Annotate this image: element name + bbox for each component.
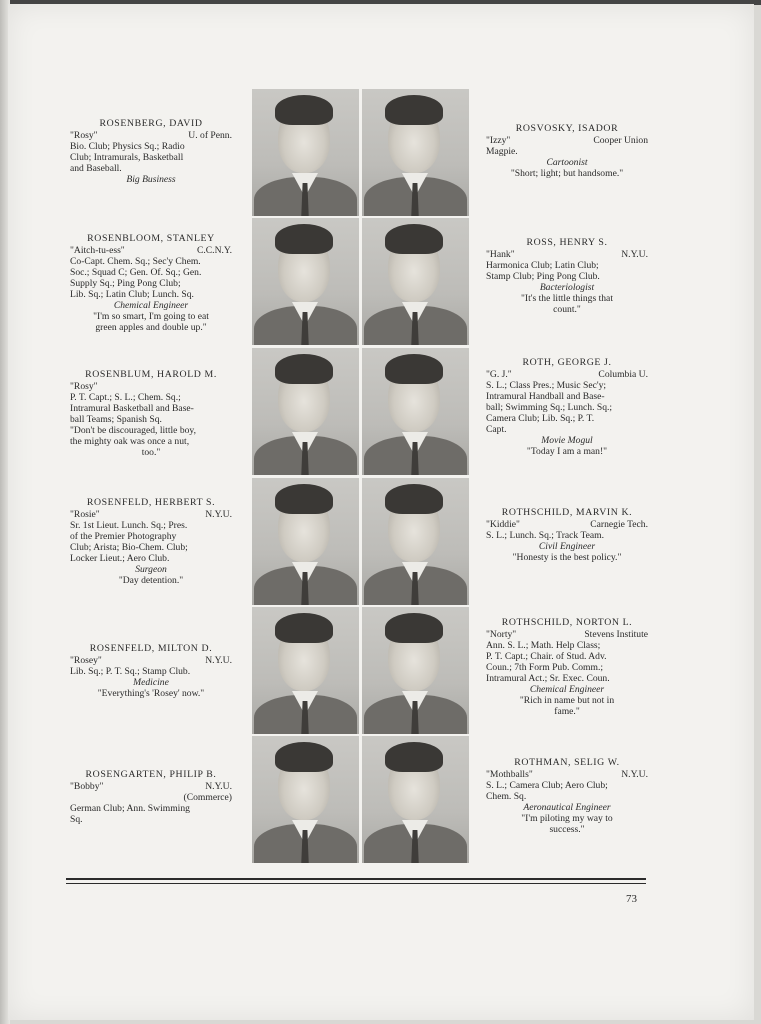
student-quote: "Short; light; but handsome.": [510, 168, 624, 179]
student-activities: Intramural Handball and Base-: [486, 391, 605, 402]
student-activities: Club; Arista; Bio-Chem. Club;: [70, 542, 188, 553]
student-entry: [70, 233, 232, 333]
student-quote: "It's the little things that: [521, 293, 613, 304]
student-entry: [70, 643, 232, 699]
student-quote: "Rich in name but not in: [519, 695, 615, 706]
student-nickname: "Kiddie": [486, 519, 520, 530]
student-activities: Locker Lieut.; Aero Club.: [70, 553, 170, 564]
portrait-hair: [275, 224, 333, 254]
portrait-hair: [385, 613, 443, 643]
student-activities: Lib. Sq.; P. T. Sq.; Stamp Club.: [70, 666, 191, 677]
student-activities: Coun.; 7th Form Pub. Comm.;: [486, 662, 604, 673]
student-college: Columbia U.: [598, 369, 648, 380]
student-college: N.Y.U.: [205, 655, 232, 666]
student-activities: Magpie.: [486, 146, 518, 157]
student-quote: "I'm piloting my way to: [521, 813, 613, 824]
student-activities: Harmonica Club; Latin Club;: [486, 260, 599, 271]
nickname-school-row: [70, 655, 232, 666]
portrait-hair: [275, 613, 333, 643]
student-entry: [70, 769, 232, 825]
student-name: ROSVOSKY, ISADOR: [515, 123, 619, 134]
student-activities: Co-Capt. Chem. Sq.; Sec'y Chem.: [70, 256, 201, 267]
student-nickname: "Aitch-tu-ess": [70, 245, 125, 256]
student-activities: Capt.: [486, 424, 507, 435]
student-career: Movie Mogul: [541, 435, 593, 446]
student-portrait: [252, 89, 359, 216]
student-career: Chemical Engineer: [529, 684, 605, 695]
portrait-hair: [275, 95, 333, 125]
student-activities: Supply Sq.; Ping Pong Club;: [70, 278, 181, 289]
student-career: Medicine: [133, 677, 169, 688]
student-nickname: "Mothballs": [486, 769, 533, 780]
student-portrait: [252, 218, 359, 345]
student-college: N.Y.U.: [621, 249, 648, 260]
student-activities: of the Premier Photography: [70, 531, 177, 542]
student-name: ROSENBLUM, HAROLD M.: [85, 369, 217, 380]
student-college: N.Y.U.: [205, 509, 232, 520]
student-nickname: "Rosie": [70, 509, 100, 520]
student-career: Surgeon: [135, 564, 167, 575]
student-entry: [70, 118, 232, 185]
student-activities: Chem. Sq.: [486, 791, 527, 802]
student-career: Aeronautical Engineer: [523, 802, 611, 813]
student-activities: Intramural Basketball and Base-: [70, 403, 194, 414]
student-entry: [486, 507, 648, 563]
student-quote: "Everything's 'Rosey' now.": [97, 688, 205, 699]
student-college: U. of Penn.: [188, 130, 232, 141]
student-career: Cartoonist: [546, 157, 588, 168]
student-portrait: [362, 607, 469, 734]
student-activities: ball Teams; Spanish Sq.: [70, 414, 162, 425]
student-name: ROTH, GEORGE J.: [522, 357, 612, 368]
student-portrait: [362, 89, 469, 216]
student-entry: [70, 369, 232, 458]
student-college: C.C.N.Y.: [196, 245, 232, 256]
portrait-hair: [385, 354, 443, 384]
student-portrait: [252, 348, 359, 475]
student-quote: green apples and double up.": [95, 322, 207, 333]
portrait-hair: [275, 742, 333, 772]
student-entry: [486, 123, 648, 179]
nickname-school-row: [70, 130, 232, 141]
student-college: N.Y.U.: [621, 769, 648, 780]
student-activities: Sq.: [70, 814, 83, 825]
student-nickname: "Izzy": [486, 135, 511, 146]
nickname-school-row: [486, 135, 648, 146]
portrait-hair: [385, 95, 443, 125]
student-entry: [486, 237, 648, 315]
student-portrait: [252, 478, 359, 605]
student-activities: Camera Club; Lib. Sq.; P. T.: [486, 413, 595, 424]
student-activities: the mighty oak was once a nut,: [70, 436, 190, 447]
student-activities: and Baseball.: [70, 163, 122, 174]
student-college: N.Y.U.: [205, 781, 232, 792]
student-nickname: "Rosy": [70, 130, 98, 141]
student-college: Carnegie Tech.: [590, 519, 648, 530]
student-quote: too.": [141, 447, 161, 458]
student-career: Civil Engineer: [538, 541, 596, 552]
portrait-hair: [275, 354, 333, 384]
student-portrait: [362, 348, 469, 475]
bottom-rule-thick: [66, 878, 646, 880]
student-portrait: [252, 607, 359, 734]
student-activities: German Club; Ann. Swimming: [70, 803, 190, 814]
nickname-school-row: [486, 629, 648, 640]
student-name: ROSENGARTEN, PHILIP B.: [85, 769, 217, 780]
student-activities: Sr. 1st Lieut. Lunch. Sq.; Pres.: [70, 520, 188, 531]
student-entry: [486, 617, 648, 717]
portrait-hair: [385, 742, 443, 772]
portrait-hair: [385, 224, 443, 254]
student-name: ROTHSCHILD, NORTON L.: [501, 617, 633, 628]
student-career: Big Business: [126, 174, 176, 185]
student-activities: S. L.; Class Pres.; Music Sec'y;: [486, 380, 607, 391]
student-activities: Lib. Sq.; Latin Club; Lunch. Sq.: [70, 289, 194, 300]
student-activities: "Don't be discouraged, little boy,: [70, 425, 196, 436]
student-nickname: "Norty": [486, 629, 517, 640]
student-activities: Club; Intramurals, Basketball: [70, 152, 184, 163]
student-quote: success.": [549, 824, 585, 835]
student-activities: Bio. Club; Physics Sq.; Radio: [70, 141, 185, 152]
student-activities: Stamp Club; Ping Pong Club.: [486, 271, 600, 282]
student-quote: "Day detention.": [118, 575, 184, 586]
student-name: ROTHSCHILD, MARVIN K.: [501, 507, 633, 518]
student-quote: "Honesty is the best policy.": [512, 552, 622, 563]
student-entry: [486, 357, 648, 457]
nickname-school-row: [70, 781, 232, 792]
student-name: ROSENFELD, MILTON D.: [89, 643, 213, 654]
student-name: ROSS, HENRY S.: [526, 237, 608, 248]
student-college: Cooper Union: [593, 135, 648, 146]
student-portrait: [362, 736, 469, 863]
student-quote: "Today I am a man!": [526, 446, 608, 457]
student-portrait: [252, 736, 359, 863]
portrait-hair: [385, 484, 443, 514]
student-activities: P. T. Capt.; Chair. of Stud. Adv.: [486, 651, 607, 662]
student-quote: count.": [553, 304, 581, 315]
student-name: ROTHMAN, SELIG W.: [514, 757, 620, 768]
student-entry: [486, 757, 648, 835]
student-nickname: "Rosy": [70, 381, 98, 392]
student-activities: ball; Swimming Sq.; Lunch. Sq.;: [486, 402, 613, 413]
student-nickname: "Bobby": [70, 781, 104, 792]
nickname-school-row: [486, 769, 648, 780]
student-activities: S. L.; Lunch. Sq.; Track Team.: [486, 530, 605, 541]
student-name: ROSENBLOOM, STANLEY: [87, 233, 215, 244]
portrait-hair: [275, 484, 333, 514]
student-college: Stevens Institute: [584, 629, 648, 640]
page-number: 73: [626, 893, 637, 905]
student-quote: fame.": [554, 706, 580, 717]
nickname-school-row: [70, 245, 232, 256]
student-career: Chemical Engineer: [113, 300, 189, 311]
student-name: ROSENFELD, HERBERT S.: [86, 497, 216, 508]
student-career: Bacteriologist: [539, 282, 595, 293]
student-nickname: "G. J.": [486, 369, 512, 380]
nickname-school-row: [486, 249, 648, 260]
student-activities: P. T. Capt.; S. L.; Chem. Sq.;: [70, 392, 181, 403]
bottom-rule-thin: [66, 883, 646, 884]
nickname-school-row: [486, 369, 648, 380]
student-activities: S. L.; Camera Club; Aero Club;: [486, 780, 608, 791]
student-activities: Intramural Act.; Sr. Exec. Coun.: [486, 673, 610, 684]
student-portrait: [362, 218, 469, 345]
student-name: ROSENBERG, DAVID: [99, 118, 203, 129]
student-portrait: [362, 478, 469, 605]
student-nickname: "Hank": [486, 249, 515, 260]
nickname-school-row: [486, 519, 648, 530]
student-activities: Ann. S. L.; Math. Help Class;: [486, 640, 601, 651]
student-quote: "I'm so smart, I'm going to eat: [93, 311, 209, 322]
nickname-school-row: [70, 381, 232, 392]
student-college-division: (Commerce): [183, 792, 232, 803]
student-entry: [70, 497, 232, 586]
student-activities: Soc.; Squad C; Gen. Of. Sq.; Gen.: [70, 267, 202, 278]
student-nickname: "Rosey": [70, 655, 102, 666]
nickname-school-row: [70, 509, 232, 520]
